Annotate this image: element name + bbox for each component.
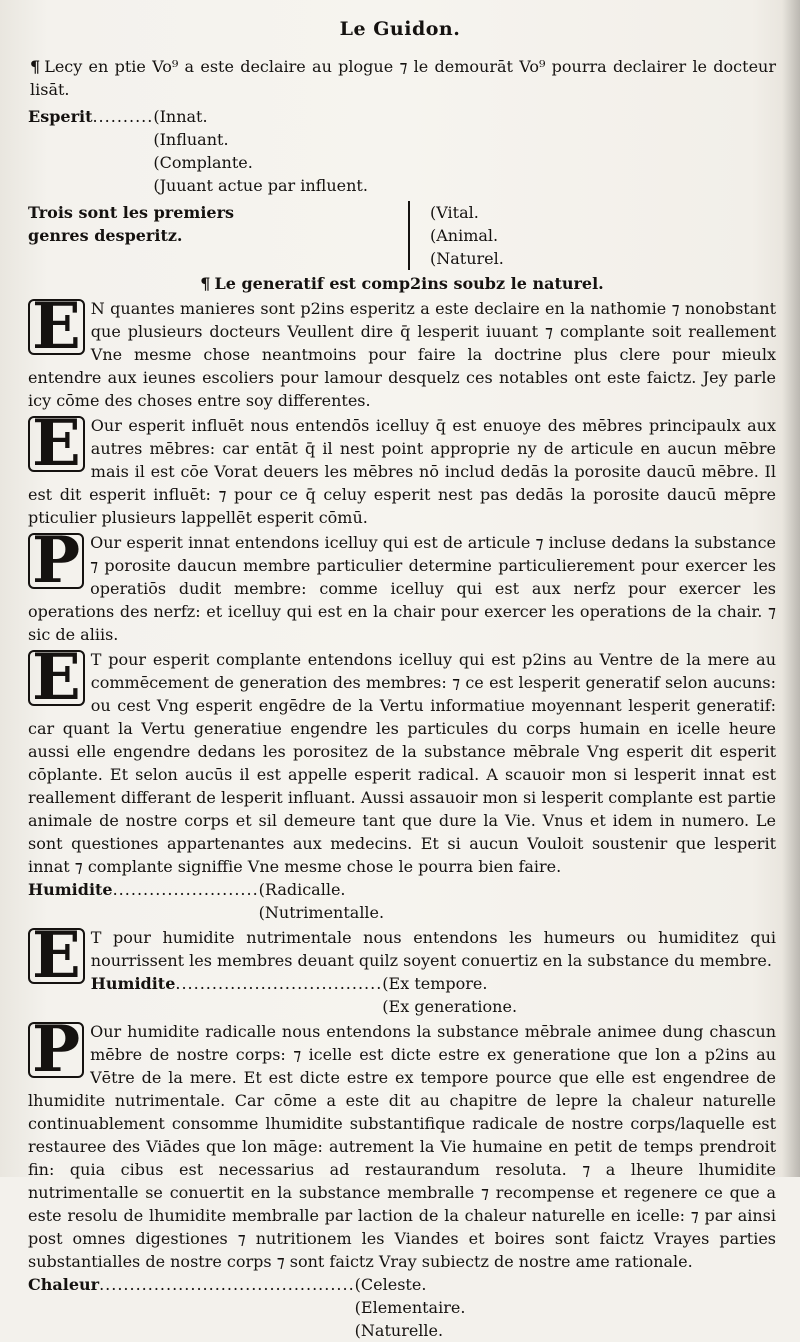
page-edge-shadow: [782, 0, 800, 1177]
genres-line: Trois sont les premiers: [28, 203, 235, 222]
drop-cap: P: [28, 533, 84, 589]
pilcrow-icon: ¶: [30, 57, 41, 76]
paragraph-text: Our esperit influēt nous entendōs icelluy q̄ est enuoye des mēbres principaulx aux autres mēbres: car entāt q̄ il nest point approprie ny de articule en aucun mēbre mais il est cōe Vorat deuers les mēbres nō includ dedās la porosite daucū mēbre. Il est dit esperit influēt: ⁊ pour ce q̄ celuy esperit nest pas dedās la porosite daucū mēpre pticulier plusieurs lappellēt esperit cōmū.: [28, 416, 776, 527]
humidite-label: Humidite: [90, 974, 176, 993]
paragraph: [28, 406, 776, 529]
humidite-label: Humidite: [28, 880, 113, 899]
paragraph-text: T pour esperit complante entendons icelluy qui est p2ins au Ventre de la mere au commēcement de generation des membres: ⁊ ce est lesperit generatif selon aucuns: ou cest Vng esperit engēdre de la Vertu informatiue moyennant lesperit generatif: car quant la Vertu generatiue engendre les particules du corps humain en icelle heure aussi elle engendre dedans les porositez de la substance mēbrale Vng esperit dit esperit cōplante. Et selon aucūs il est appelle esperit radical. A scauoir mon si lesperit innat est reallement differant de lesperit influant. Aussi assauoir mon si lesperit complante est partie animale de nostre corps et sil demeure tant que dure la Vie. Vnus et idem in numero. Le sont questiones appartenantes aux medecins. Et si aucun Vouloit soustenir que lesperit innat ⁊ complante signiffie Vne mesme chose le pourra bien faire.: [28, 650, 776, 876]
leader-dots: ..........: [92, 107, 154, 126]
section-heading: [28, 272, 776, 295]
drop-cap: E: [28, 299, 85, 355]
leader-dots: ..........................................: [99, 1275, 355, 1294]
genres-label: [28, 201, 408, 270]
esperit-item: (Juuant actue par influent.: [153, 176, 368, 195]
esperit-item: (Influant.: [153, 130, 229, 149]
humidite-list: [259, 878, 384, 924]
paragraph-text: N quantes manieres sont p2ins esperitz a este declaire en la nathomie ⁊ nonobstant que plusieurs docteurs Veullent dire q̄ lesperit iuuant ⁊ complante soit reallement Vne mesme chose neantmoins pour faire la doctrine plus clere pour mieulx entendre aux ieunes escoliers pour lamour desquelz ces notables ont este faictz. Jey parle icy cōme des choses entre soy differentes.: [28, 299, 776, 410]
genres-line: genres desperitz.: [28, 226, 183, 245]
intro-line: [30, 55, 776, 101]
humidite-item: (Nutrimentalle.: [258, 903, 385, 922]
chaleur-item: (Elementaire.: [354, 1298, 466, 1317]
esperit-label: Esperit: [28, 107, 93, 126]
humidite-item: (Ex generatione.: [382, 997, 518, 1016]
chaleur-list: [355, 1273, 466, 1342]
humidite-division-2: [91, 972, 776, 1018]
paragraph: [28, 640, 776, 878]
chaleur-label: Chaleur: [28, 1275, 100, 1294]
esperit-division: [28, 105, 776, 197]
humidite-item: (Radicalle.: [258, 880, 346, 899]
pilcrow-icon: ¶: [200, 274, 211, 293]
paragraph-text: Our esperit innat entendons icelluy qui est de articule ⁊ incluse dedans la substance ⁊ porosite daucun membre particulier determine particulierement pour exercer les operatiōs dudit membre: comme icelluy qui est aux nerfz pour exercer les operations des nerfz: et icelluy qui est en la chair pour exercer les operations de la chair. ⁊ sic de aliis.: [28, 533, 776, 644]
drop-cap: E: [28, 650, 85, 706]
humidite-item: (Ex tempore.: [382, 974, 488, 993]
esperit-row: [28, 105, 776, 197]
genres-list: [408, 201, 504, 270]
drop-cap: E: [28, 416, 85, 472]
leader-dots: ..................................: [175, 974, 383, 993]
drop-cap: P: [28, 1022, 84, 1078]
paragraph: [28, 1012, 776, 1273]
genres-item: (Naturel.: [430, 249, 504, 268]
humidite-list: [382, 972, 517, 1018]
genres-item: (Vital.: [430, 203, 479, 222]
chaleur-division: [28, 1273, 776, 1342]
esperit-list: [153, 105, 368, 197]
section-heading-text: Le generatif est comp2ins soubz le naturel.: [214, 274, 604, 293]
paragraph-text: Our humidite radicalle nous entendons la substance mēbrale animee dung chascun mēbre de nostre corps: ⁊ icelle est dicte estre ex generatione que lon a p2ins au Vētre de la mere. Et est dicte estre ex tempore pource que elle est engendree de lhumidite nutrimentale. Car cōme a este dit au chapitre de lepre la chaleur naturelle continuablement consomme lhumidite substantifique radicale de nostre corps/laquelle est restauree des Viādes que lon māge: autrement la Vie humaine en petit de temps prendroit fin: quia cibus est necessarius ad restaurandum resoluta. ⁊ a lheure lhumidite nutrimentalle se conuertit en la substance membralle ⁊ recompense et regenere ce que a este resolu de lhumidite membralle par laction de la chaleur naturelle en icelle: ⁊ par ainsi post omnes digestiones ⁊ nutritionem les Viandes et boires sont faictz Vrayes parties substantialles de nostre corps ⁊ sont faictz Vray subiectz de nostre ame rationale.: [28, 1022, 776, 1271]
drop-cap: E: [28, 928, 85, 984]
genres-division: [28, 201, 776, 270]
page-content: [28, 55, 776, 1342]
humidite-division-1: [28, 878, 776, 924]
paragraph: [28, 523, 776, 646]
intro-text: Lecy en ptie Vo⁹ a este declaire au plogue ⁊ le demourāt Vo⁹ pourra declairer le docteur lisāt.: [30, 57, 776, 99]
running-head: Le Guidon.: [339, 18, 461, 40]
esperit-item: (Innat.: [153, 107, 208, 126]
esperit-item: (Complante.: [153, 153, 253, 172]
chaleur-item: (Celeste.: [354, 1275, 427, 1294]
paragraph: [28, 289, 776, 412]
genres-item: (Animal.: [430, 226, 499, 245]
chaleur-item: (Naturelle.: [354, 1321, 444, 1340]
leader-dots: ........................: [112, 880, 259, 899]
paragraph-text: T pour humidite nutrimentale nous entendons les humeurs ou humiditez qui nourrissent les membres deuant quilz soyent conuertiz en la substance du membre.: [90, 928, 776, 970]
